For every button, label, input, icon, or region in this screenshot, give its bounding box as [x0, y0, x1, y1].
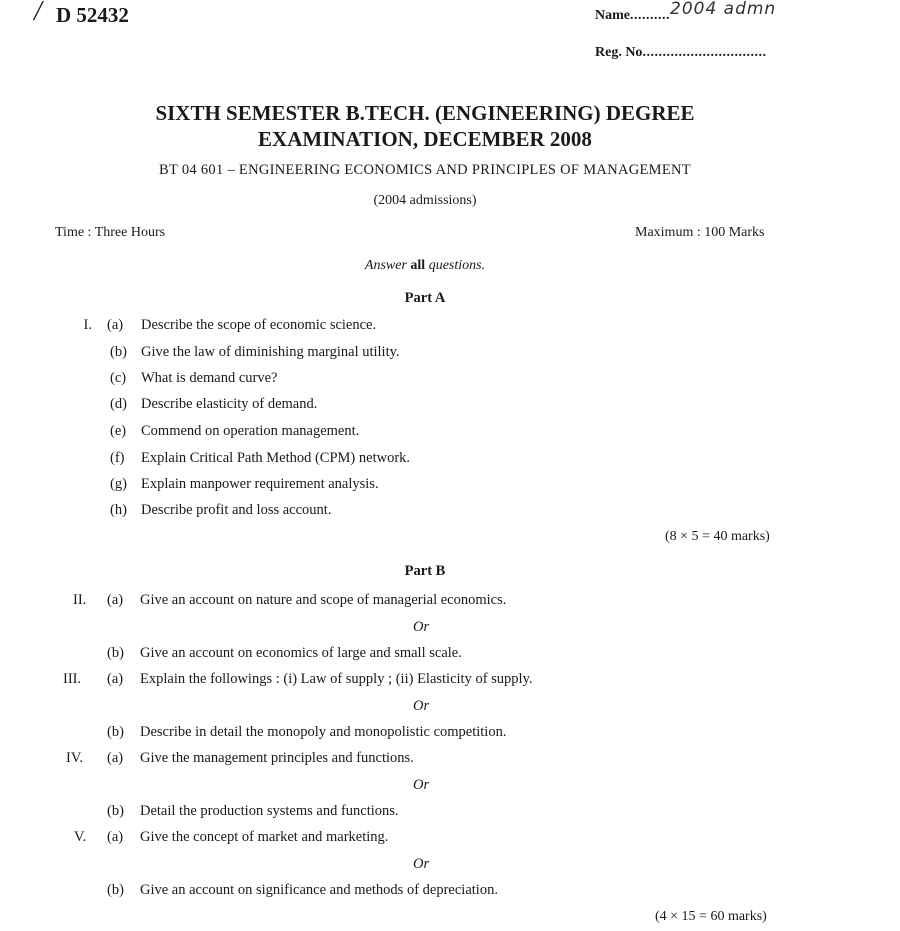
- part-b-option-b-text: Describe in detail the monopoly and monopolistic competition.: [140, 724, 507, 740]
- part-a-item-text: Explain manpower requirement analysis.: [141, 476, 379, 492]
- part-a-item-text: Give the law of diminishing marginal utility.: [141, 344, 400, 360]
- part-b-question-number: V.: [74, 829, 87, 845]
- part-a-item-label: (a): [107, 317, 124, 333]
- part-a-item-text: Commend on operation management.: [141, 423, 360, 439]
- part-b-option-a-text: Give the concept of market and marketing.: [140, 829, 389, 845]
- part-a-item-text: Describe profit and loss account.: [141, 502, 332, 518]
- time-allowed: Time : Three Hours: [55, 225, 166, 240]
- part-b-marks: (4 × 15 = 60 marks): [655, 909, 767, 924]
- part-a-item-label: (g): [110, 476, 127, 492]
- or-separator: Or: [413, 856, 430, 872]
- paper-code: D 52432: [56, 3, 129, 27]
- title-line-1: SIXTH SEMESTER B.TECH. (ENGINEERING) DEGREE: [155, 101, 695, 125]
- part-b-heading: Part B: [404, 563, 446, 579]
- instruction: [0, 258, 850, 274]
- part-a-item-label: (e): [110, 423, 127, 439]
- part-b-option-a-label: (a): [107, 750, 124, 766]
- part-a-item-label: (d): [110, 396, 127, 412]
- part-b-option-a-text: Give the management principles and functions.: [140, 750, 414, 766]
- reg-no-field: [595, 45, 766, 61]
- part-b-option-a-text: Explain the followings : (i) Law of supply ; (ii) Elasticity of supply.: [140, 671, 533, 687]
- part-a-item-label: (f): [110, 450, 125, 466]
- part-b-question-number: II.: [73, 592, 87, 608]
- instruction-part-2: all: [410, 258, 426, 273]
- name-handwritten-value: 2004 admn: [670, 0, 777, 19]
- name-field: [595, 8, 670, 24]
- or-separator: Or: [413, 777, 430, 793]
- or-separator: Or: [413, 619, 430, 635]
- part-a-item-text: Explain Critical Path Method (CPM) network.: [141, 450, 411, 466]
- part-b-option-b-text: Give an account on significance and methods of depreciation.: [140, 882, 498, 898]
- reg-dots: ...............................: [642, 45, 767, 60]
- part-a-item-label: (b): [110, 344, 127, 360]
- part-b-option-a-label: (a): [107, 671, 124, 687]
- name-label: Name: [595, 8, 630, 23]
- part-a-marks: (8 × 5 = 40 marks): [665, 529, 770, 544]
- part-b-option-b-label: (b): [107, 724, 124, 740]
- part-a-item-text: Describe the scope of economic science.: [141, 317, 377, 333]
- part-b-question-number: III.: [63, 671, 82, 687]
- part-b-question-number: IV.: [66, 750, 84, 766]
- slash-mark: /: [34, 0, 42, 27]
- reg-label: Reg. No: [595, 45, 643, 60]
- maximum-marks: Maximum : 100 Marks: [635, 225, 765, 240]
- or-separator: Or: [413, 698, 430, 714]
- part-a-question-number: I.: [83, 317, 92, 333]
- admissions-note: (2004 admissions): [373, 193, 477, 208]
- part-b-option-b-text: Detail the production systems and functions.: [140, 803, 399, 819]
- part-a-heading: Part A: [404, 290, 446, 306]
- part-b-option-a-label: (a): [107, 829, 124, 845]
- instruction-part-1: Answer: [364, 258, 407, 273]
- title-line-2: EXAMINATION, DECEMBER 2008: [258, 127, 592, 151]
- part-b-option-b-label: (b): [107, 882, 124, 898]
- course-title: BT 04 601 – ENGINEERING ECONOMICS AND PRINCIPLES OF MANAGEMENT: [159, 162, 691, 178]
- part-b-option-b-text: Give an account on economics of large and small scale.: [140, 645, 462, 661]
- part-b-option-a-text: Give an account on nature and scope of managerial economics.: [140, 592, 507, 608]
- part-a-item-label: (c): [110, 370, 127, 386]
- instruction-part-3: questions.: [428, 258, 486, 273]
- part-a-item-label: (h): [110, 502, 127, 518]
- part-b-option-b-label: (b): [107, 645, 124, 661]
- part-b-option-b-label: (b): [107, 803, 124, 819]
- part-a-item-text: Describe elasticity of demand.: [141, 396, 318, 412]
- part-a-item-text: What is demand curve?: [141, 370, 278, 386]
- name-dots: ..........: [630, 8, 670, 23]
- part-b-option-a-label: (a): [107, 592, 124, 608]
